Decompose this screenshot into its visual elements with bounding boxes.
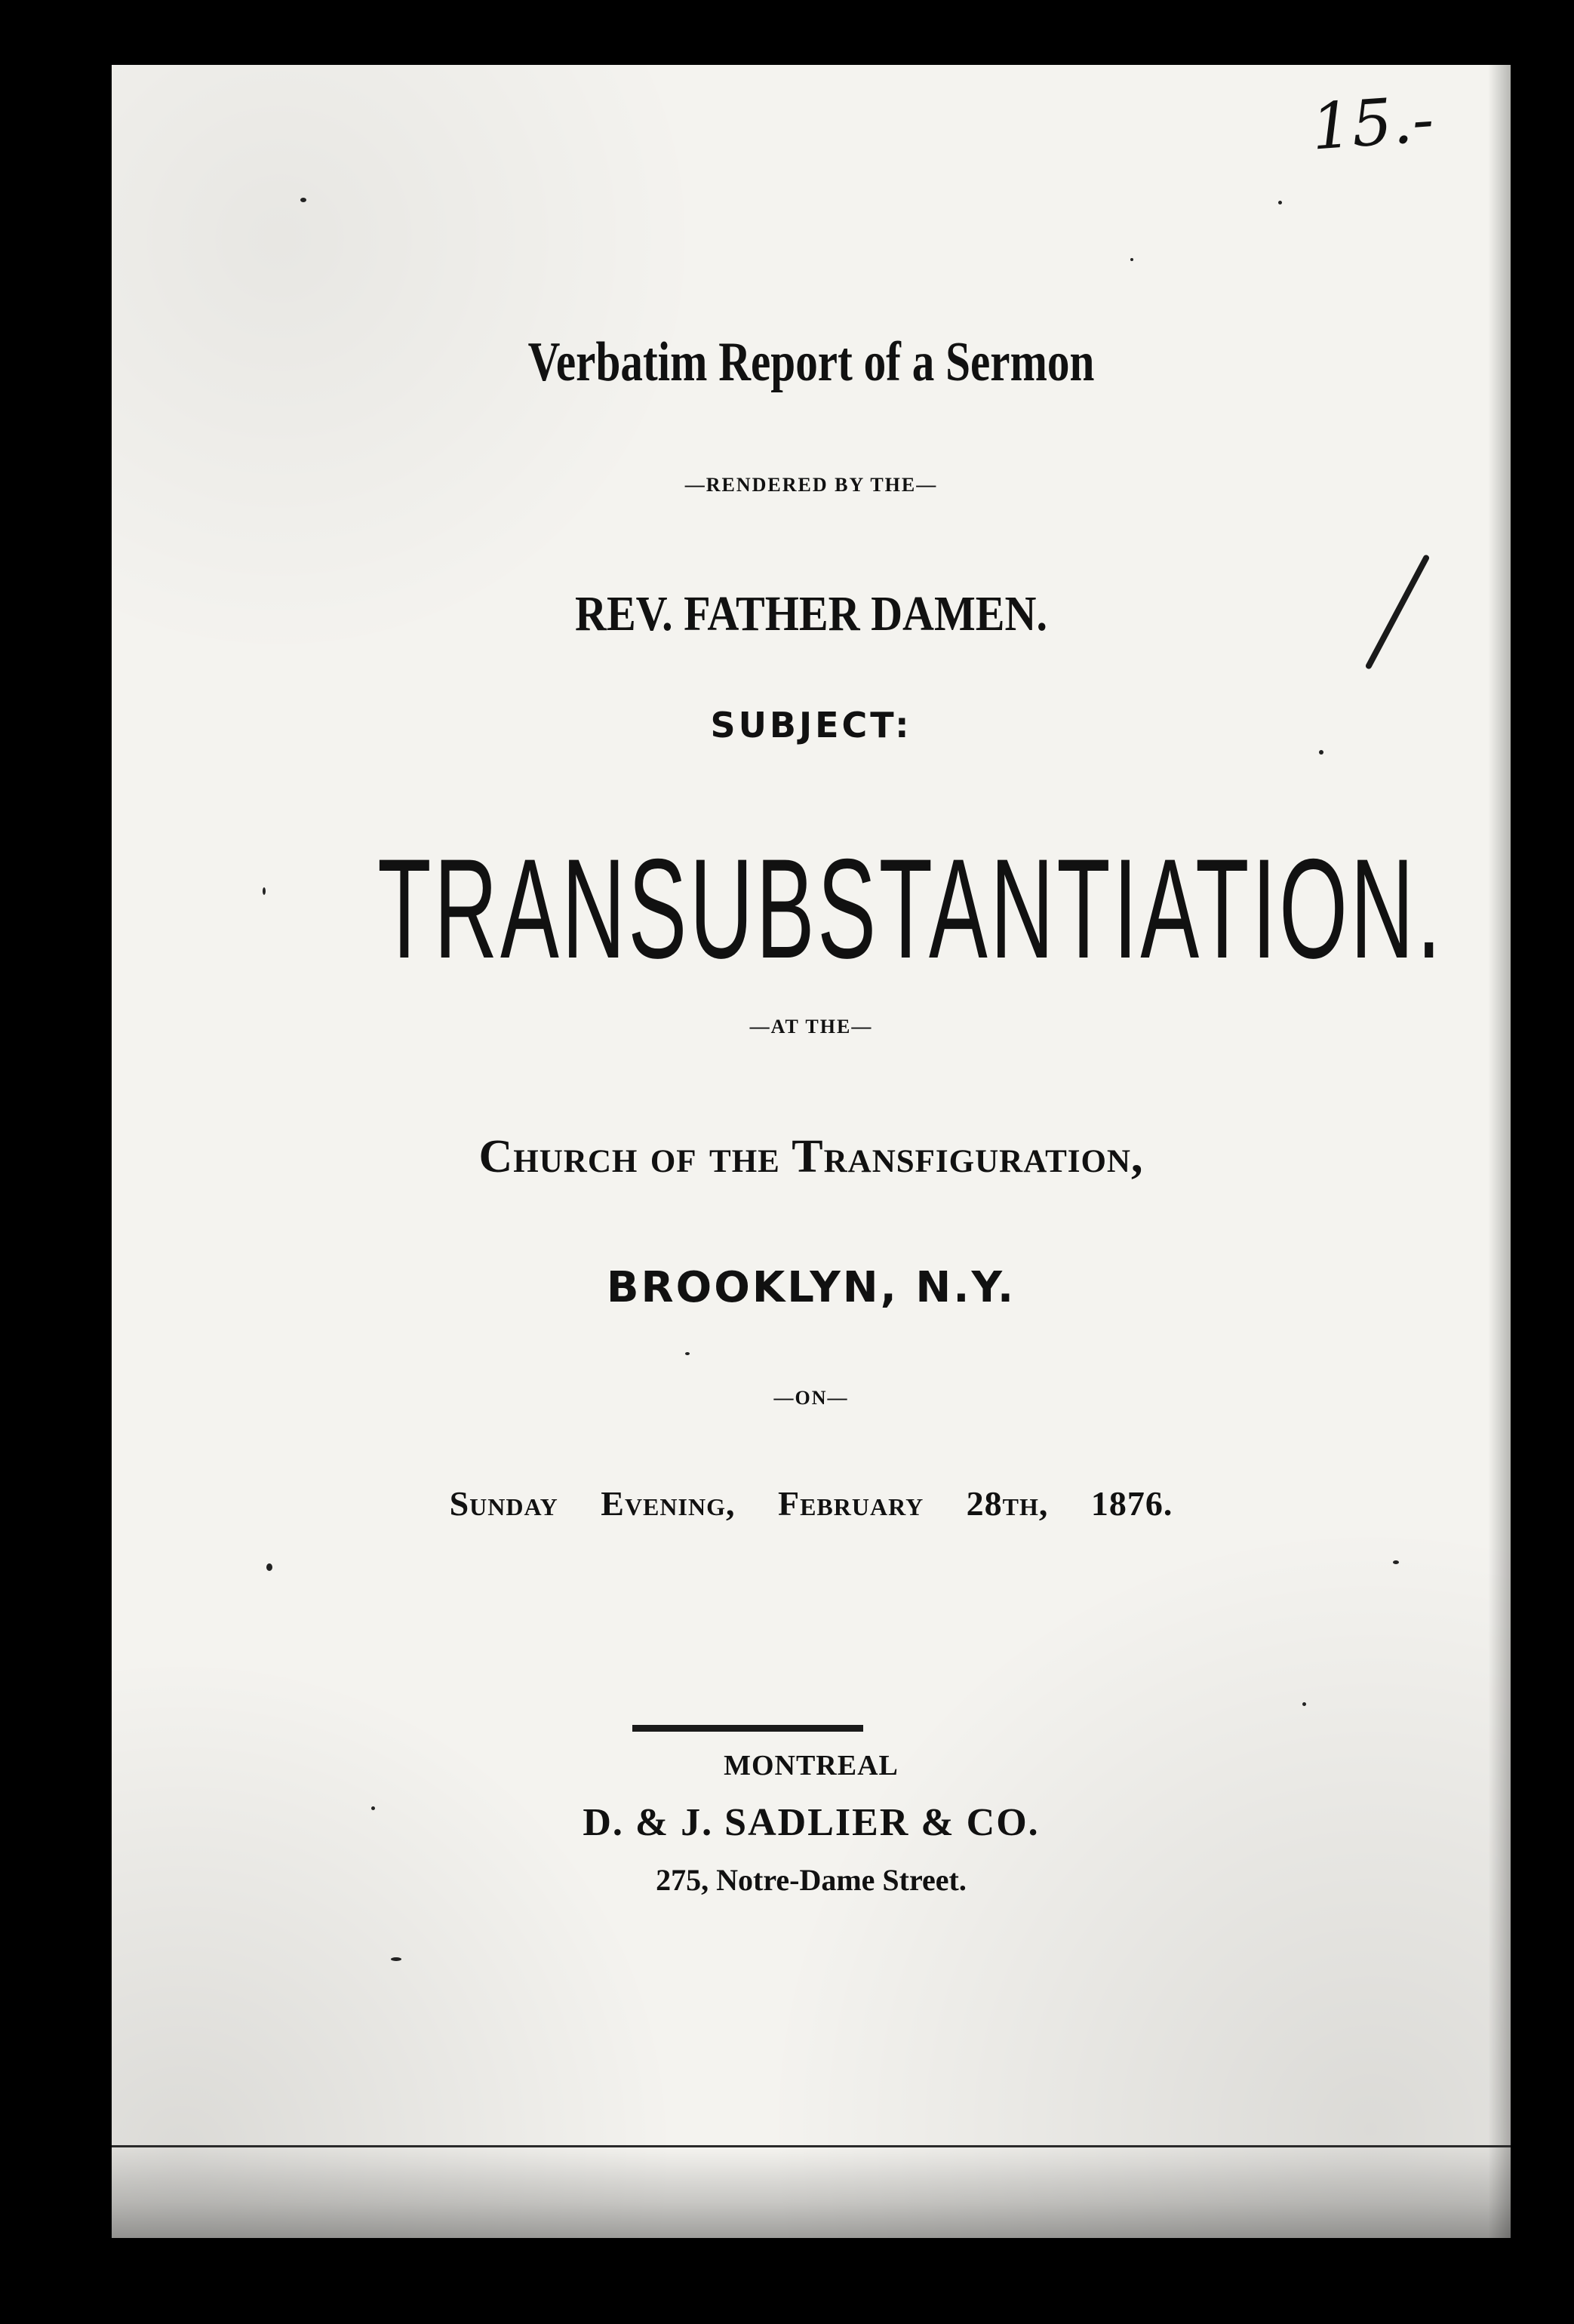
author-name: REV. FATHER DAMEN. xyxy=(574,586,1048,641)
document-page xyxy=(112,65,1511,2238)
speck xyxy=(685,1352,690,1355)
speck xyxy=(1393,1560,1399,1564)
document-title: Verbatim Report of a Sermon xyxy=(527,331,1095,393)
speck xyxy=(1302,1702,1306,1706)
speck xyxy=(1319,750,1323,755)
page-bottom-shadow xyxy=(112,2147,1511,2238)
section-divider xyxy=(632,1725,863,1732)
speck xyxy=(263,887,266,895)
publisher-address: 275, Notre-Dame Street. xyxy=(656,1863,967,1897)
place-line: BROOKLYN, N.Y. xyxy=(606,1263,1016,1312)
church-name: Church of the Transfiguration, xyxy=(478,1131,1144,1182)
speck xyxy=(391,1957,401,1961)
speck xyxy=(371,1806,375,1810)
speck xyxy=(300,198,306,202)
at-the-line: —AT THE— xyxy=(749,1016,873,1038)
sermon-date: Sunday Evening, February 28th, 1876. xyxy=(449,1484,1173,1523)
handwritten-note: 15.- xyxy=(1308,81,1437,164)
publisher-city: MONTREAL xyxy=(724,1750,899,1781)
speck xyxy=(1130,258,1133,261)
subject-label: SUBJECT: xyxy=(710,705,912,745)
speck xyxy=(1278,201,1282,204)
publisher-name: D. & J. SADLIER & CO. xyxy=(583,1801,1040,1844)
subject-heading: TRANSUBSTANTIATION. xyxy=(377,829,1444,988)
on-line: —ON— xyxy=(773,1387,849,1409)
speck xyxy=(266,1563,272,1571)
rendered-by-line: —RENDERED BY THE— xyxy=(684,474,938,496)
